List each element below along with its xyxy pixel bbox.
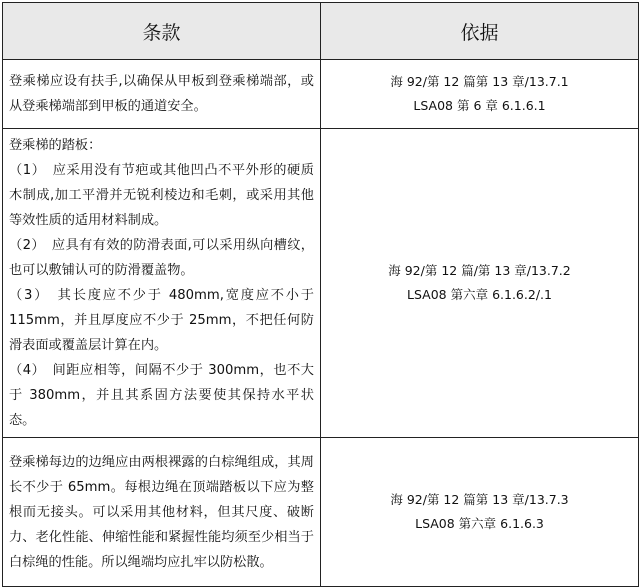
basis-cell	[321, 129, 639, 438]
clause-cell	[3, 438, 321, 587]
basis-cell	[321, 438, 639, 587]
basis-text: 海 92/第 12 篇第 13 章/13.7.1	[390, 74, 569, 89]
clause-text: 登乘梯每边的边绳应由两根裸露的白棕绳组成，其周长不少于 65mm。每根边绳在顶端踏板以下应为整根而无接头。可以采用其他材料，但其尺度、破断力、老化性能、伸缩性能和紧握性能均须至少相当于白棕绳的性能。所以绳端均应扎牢以防松散。	[9, 454, 314, 570]
basis-text: 海 92/第 12 篇第 13 章/13.7.3	[390, 492, 569, 507]
clause-text: 登乘梯应设有扶手,以确保从甲板到登乘梯端部，或从登乘梯端部到甲板的通道安全。	[9, 74, 314, 114]
table-row	[3, 129, 639, 438]
clause-text: （2） 应具有有效的防滑表面,可以采用纵向槽纹，也可以敷铺认可的防滑覆盖物。	[9, 238, 314, 278]
clause-text: （1） 应采用没有节疤或其他凹凸不平外形的硬质木制成,加工平滑并无锐利棱边和毛刺，或采用其他等效性质的适用材料制成。	[9, 163, 314, 228]
clause-header: 条款	[3, 3, 321, 60]
clause-text: 登乘梯的踏板：	[9, 138, 102, 153]
header-row	[3, 3, 639, 60]
basis-text: LSA08 第六章 6.1.6.2/.1	[407, 287, 552, 302]
clause-text: （4） 间距应相等，间隔不少于 300mm，也不大于 380mm，并且其系固方法要使其保持水平状态。	[9, 363, 314, 428]
table-row	[3, 438, 639, 587]
regulation-table	[2, 2, 639, 587]
basis-text: 海 92/第 12 篇/第 13 章/13.7.2	[388, 263, 571, 278]
clause-cell	[3, 129, 321, 438]
basis-header: 依据	[321, 3, 639, 60]
basis-text: LSA08 第六章 6.1.6.3	[415, 516, 544, 531]
table-row	[3, 60, 639, 129]
basis-text: LSA08 第 6 章 6.1.6.1	[413, 98, 546, 113]
basis-cell	[321, 60, 639, 129]
clause-cell	[3, 60, 321, 129]
clause-text: （3） 其长度应不少于 480mm,宽度应不小于 115mm，并且厚度应不少于 25mm，不把任何防滑表面或覆盖层计算在内。	[9, 288, 314, 353]
